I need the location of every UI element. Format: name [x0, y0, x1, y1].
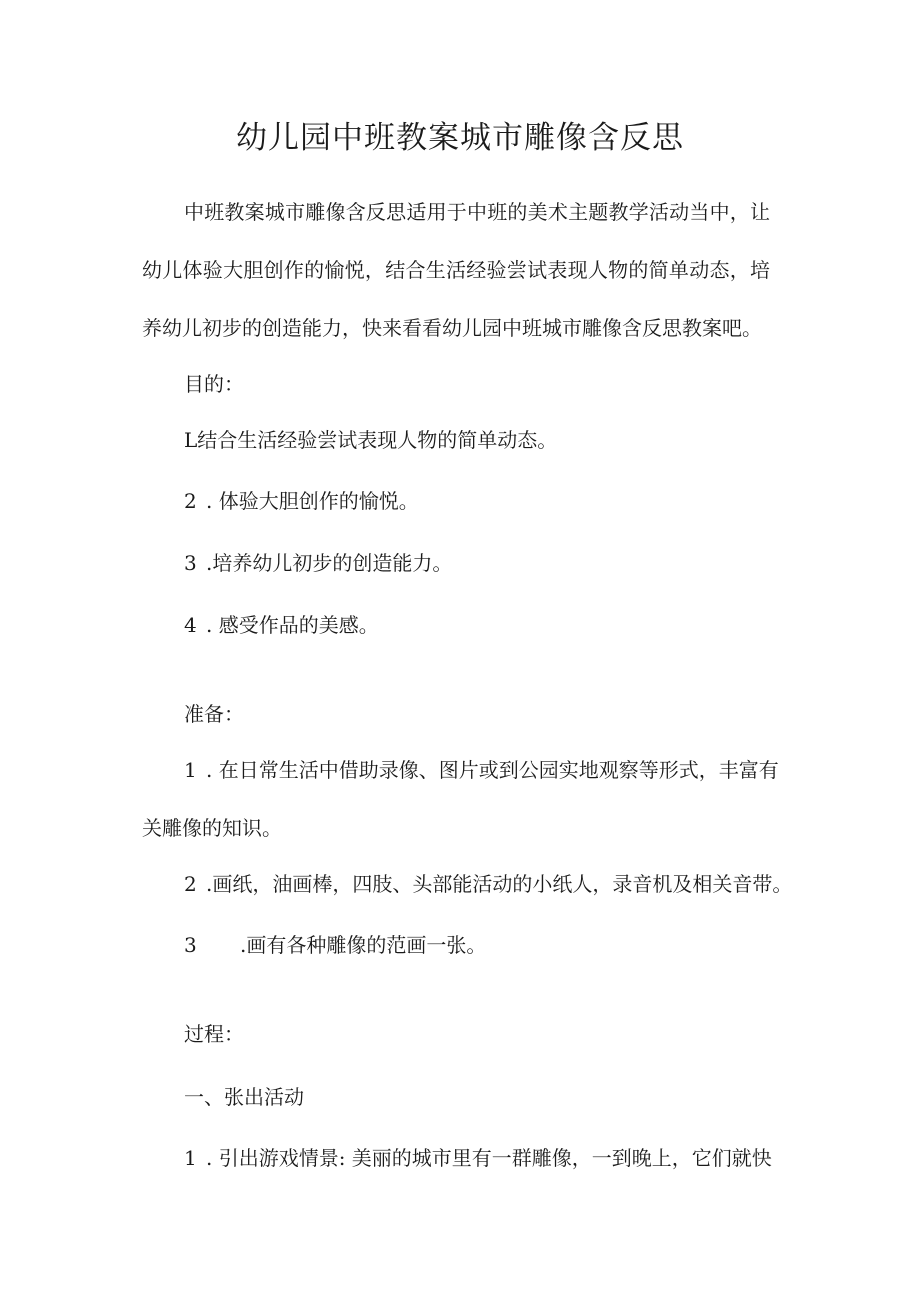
- goal-item-2-number: 2: [184, 489, 197, 513]
- goal-item-2-text: . 体验大胆创作的愉悦。: [206, 489, 419, 513]
- goal-item-4-text: . 感受作品的美感。: [206, 613, 379, 637]
- prep-item-3-number: 3: [184, 933, 197, 957]
- prep-item-3: [184, 931, 486, 959]
- goal-item-1: [184, 426, 557, 454]
- process-heading: 过程：: [184, 1022, 244, 1046]
- process-item-1: [184, 1144, 772, 1172]
- process-item-1-text: . 引出游戏情景: 美丽的城市里有一群雕像，一到晚上，它们就快: [206, 1146, 772, 1170]
- goal-item-3-text: .培养幼儿初步的创造能力。: [206, 551, 453, 575]
- intro-line-1: 中班教案城市雕像含反思适用于中班的美术主题教学活动当中，让: [184, 200, 770, 224]
- document-title: 幼儿园中班教案城市雕像含反思: [236, 120, 684, 156]
- prep-item-1-text: . 在日常生活中借助录像、图片或到公园实地观察等形式，丰富有: [206, 758, 779, 782]
- goals-heading: 目的：: [184, 372, 244, 396]
- goal-item-3-number: 3: [184, 551, 197, 575]
- process-item-1-number: 1: [184, 1146, 197, 1170]
- goal-item-2: [184, 487, 419, 515]
- prep-item-1-number: 1: [184, 758, 197, 782]
- goal-item-4: [184, 611, 379, 639]
- prep-item-2-text: .画纸，油画棒，四肢、头部能活动的小纸人，录音机及相关音带。: [206, 872, 793, 896]
- goal-item-3: [184, 549, 452, 577]
- intro-line-2: 幼儿体验大胆创作的愉悦，结合生活经验尝试表现人物的简单动态，培: [142, 258, 770, 282]
- goal-item-1-number: L: [184, 428, 198, 452]
- goal-item-4-number: 4: [184, 613, 197, 637]
- goal-item-1-text: 结合生活经验尝试表现人物的简单动态。: [197, 428, 558, 452]
- prep-item-3-text: .画有各种雕像的范画一张。: [240, 933, 487, 957]
- prep-item-2: [184, 870, 792, 898]
- prep-item-1-line-1: [184, 756, 779, 784]
- prep-heading: 准备：: [184, 702, 244, 726]
- intro-line-3: 养幼儿初步的创造能力，快来看看幼儿园中班城市雕像含反思教案吧。: [142, 316, 762, 340]
- process-section-1-heading: 一、张出活动: [184, 1085, 304, 1109]
- prep-item-1-line-2: 关雕像的知识。: [142, 816, 282, 840]
- prep-item-2-number: 2: [184, 872, 197, 896]
